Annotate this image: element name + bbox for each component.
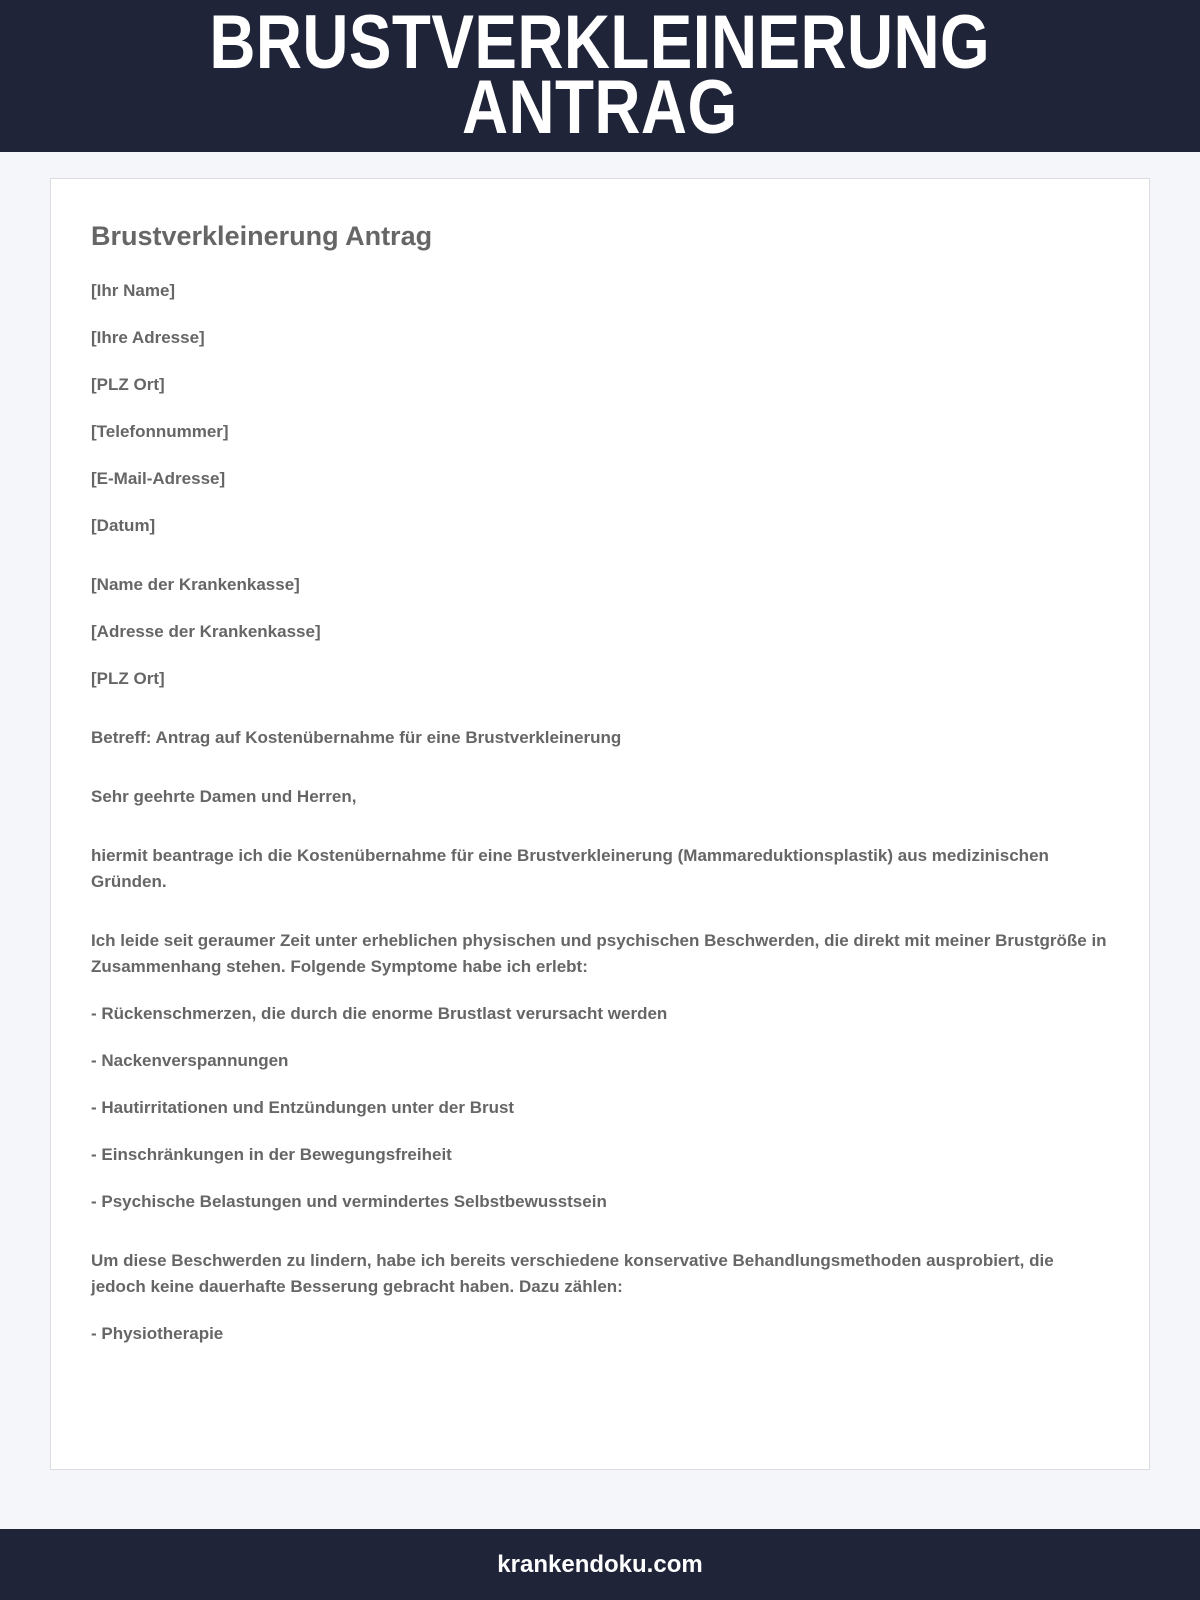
document-body — [91, 278, 1109, 1347]
placeholder-phone: [Telefonnummer] — [91, 422, 229, 441]
site-title-line2: ANTRAG — [462, 65, 738, 150]
symptoms-intro: Ich leide seit geraumer Zeit unter erheblichen physischen und psychischen Beschwerden, die direkt mit meiner Brustgröße in Zusammenhang stehen. Folgende Symptome habe ich erlebt: — [91, 931, 1107, 976]
treatment-physiotherapy: - Physiotherapie — [91, 1324, 224, 1343]
placeholder-date: [Datum] — [91, 516, 156, 535]
placeholder-your-name: [Ihr Name] — [91, 281, 176, 300]
site-title-line1: BRUSTVERKLEINERUNG — [209, 0, 991, 86]
document-title: Brustverkleinerung Antrag — [91, 221, 433, 251]
site-header — [0, 0, 1200, 152]
site-footer — [0, 1529, 1200, 1600]
placeholder-insurer-plz-city: [PLZ Ort] — [91, 669, 165, 688]
footer-site-name: krankendoku.com — [497, 1550, 703, 1578]
symptom-back-pain: - Rückenschmerzen, die durch die enorme Brustlast verursacht werden — [91, 1004, 668, 1023]
symptom-psychological: - Psychische Belastungen und vermindertes Selbstbewusstsein — [91, 1192, 607, 1211]
document-card — [50, 178, 1150, 1470]
request-paragraph: hiermit beantrage ich die Kostenübernahme für eine Brustverkleinerung (Mammareduktionsplastik) aus medizinischen Gründen. — [91, 846, 1049, 891]
placeholder-plz-city: [PLZ Ort] — [91, 375, 165, 394]
symptom-skin-irritation: - Hautirritationen und Entzündungen unter der Brust — [91, 1098, 515, 1117]
subject-line: Betreff: Antrag auf Kostenübernahme für eine Brustverkleinerung — [91, 728, 622, 747]
salutation: Sehr geehrte Damen und Herren, — [91, 787, 357, 806]
site-title — [209, 0, 991, 150]
placeholder-insurer-name: [Name der Krankenkasse] — [91, 575, 300, 594]
placeholder-your-address: [Ihre Adresse] — [91, 328, 205, 347]
symptom-mobility: - Einschränkungen in der Bewegungsfreiheit — [91, 1145, 452, 1164]
symptom-neck-tension: - Nackenverspannungen — [91, 1051, 289, 1070]
placeholder-email: [E-Mail-Adresse] — [91, 469, 226, 488]
treatments-intro: Um diese Beschwerden zu lindern, habe ich bereits verschiedene konservative Behandlungsmethoden ausprobiert, die jedoch keine dauerhafte Besserung gebracht haben. Dazu zählen: — [91, 1251, 1054, 1296]
placeholder-insurer-address: [Adresse der Krankenkasse] — [91, 622, 321, 641]
